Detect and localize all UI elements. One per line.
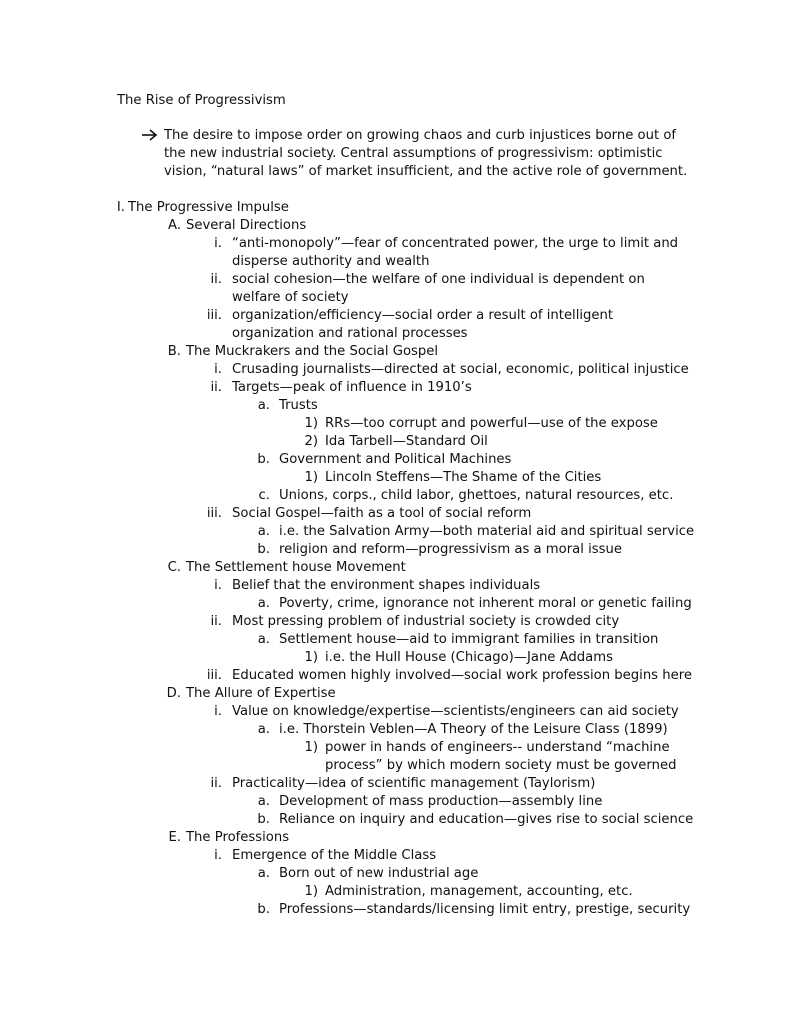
outline-marker: iii. xyxy=(206,506,222,521)
outline-marker: ii. xyxy=(210,272,222,287)
outline-item: Settlement house—aid to immigrant families in transition xyxy=(279,632,659,647)
outline-item: Poverty, crime, ignorance not inherent moral or genetic failing xyxy=(279,596,692,611)
outline-marker: i. xyxy=(214,704,222,719)
outline-marker: iii. xyxy=(206,668,222,683)
outline-marker: E. xyxy=(168,830,181,845)
outline-item: religion and reform—progressivism as a moral issue xyxy=(279,542,622,557)
outline-marker: A. xyxy=(168,218,181,233)
outline-marker: ii. xyxy=(210,380,222,395)
outline-heading: The Progressive Impulse xyxy=(128,200,289,215)
outline-item: i.e. the Salvation Army—both material aid and spiritual service xyxy=(279,524,695,539)
outline-marker: ii. xyxy=(210,776,222,791)
outline-item: Administration, management, accounting, etc. xyxy=(325,884,633,899)
outline-marker: 1) xyxy=(304,650,318,665)
outline-item: Belief that the environment shapes individuals xyxy=(232,578,541,593)
outline-marker: 1) xyxy=(304,416,318,431)
outline-marker: i. xyxy=(214,578,222,593)
outline-marker: ii. xyxy=(210,614,222,629)
outline-item: RRs—too corrupt and powerful—use of the expose xyxy=(325,416,658,431)
outline-marker: b. xyxy=(257,902,270,917)
outline-item: Emergence of the Middle Class xyxy=(232,848,437,863)
outline-marker: c. xyxy=(258,488,270,503)
outline-item: Unions, corps., child labor, ghettoes, natural resources, etc. xyxy=(279,488,674,503)
intro-line: vision, “natural laws” of market insufficient, and the active role of government. xyxy=(164,164,688,179)
outline-item: Value on knowledge/expertise—scientists/engineers can aid society xyxy=(232,704,679,719)
outline-marker: a. xyxy=(257,596,270,611)
outline-marker: b. xyxy=(257,452,270,467)
outline-item: The Professions xyxy=(186,830,290,845)
outline-item: Crusading journalists—directed at social, economic, political injustice xyxy=(232,362,689,377)
outline-marker: C. xyxy=(167,560,181,575)
outline-item: i.e. the Hull House (Chicago)—Jane Addams xyxy=(325,650,613,665)
outline-marker: a. xyxy=(257,794,270,809)
outline-item-continuation: organization and rational processes xyxy=(232,326,468,341)
outline-marker: a. xyxy=(257,632,270,647)
outline-item: Reliance on inquiry and education—gives rise to social science xyxy=(279,812,694,827)
document-title: The Rise of Progressivism xyxy=(117,93,286,108)
outline-marker: a. xyxy=(257,722,270,737)
outline-item: i.e. Thorstein Veblen—A Theory of the Leisure Class (1899) xyxy=(279,722,668,737)
outline-item: “anti-monopoly”—fear of concentrated power, the urge to limit and xyxy=(232,236,679,251)
outline-item: Government and Political Machines xyxy=(279,452,512,467)
outline-item-continuation: welfare of society xyxy=(232,290,349,305)
outline-item: Targets—peak of influence in 1910’s xyxy=(232,380,472,395)
outline-marker: a. xyxy=(257,866,270,881)
outline-item: Several Directions xyxy=(186,218,307,233)
outline-marker: b. xyxy=(257,812,270,827)
outline-marker: a. xyxy=(257,398,270,413)
outline-marker: 1) xyxy=(304,740,318,755)
outline-item: Ida Tarbell—Standard Oil xyxy=(325,434,488,449)
outline-marker: 2) xyxy=(304,434,318,449)
outline-marker: I. xyxy=(116,200,125,215)
outline-item: Development of mass production—assembly line xyxy=(279,794,603,809)
outline-marker: B. xyxy=(167,344,181,359)
outline-marker: D. xyxy=(166,686,181,701)
outline-item-continuation: disperse authority and wealth xyxy=(232,254,430,269)
outline-item: The Muckrakers and the Social Gospel xyxy=(186,344,439,359)
outline-item: Professions—standards/licensing limit entry, prestige, security xyxy=(279,902,691,917)
outline-marker: a. xyxy=(257,524,270,539)
intro-line: the new industrial society. Central assumptions of progressivism: optimistic xyxy=(164,146,663,161)
outline-marker: iii. xyxy=(206,308,222,323)
outline-item: social cohesion—the welfare of one individual is dependent on xyxy=(232,272,645,287)
outline-item: Educated women highly involved—social work profession begins here xyxy=(232,668,692,683)
outline-item: Social Gospel—faith as a tool of social reform xyxy=(232,506,532,521)
outline-marker: 1) xyxy=(304,884,318,899)
outline-marker: i. xyxy=(214,362,222,377)
outline-item: The Settlement house Movement xyxy=(186,560,406,575)
outline-item: organization/efficiency—social order a result of intelligent xyxy=(232,308,614,323)
outline-item: power in hands of engineers-- understand “machine xyxy=(325,740,670,755)
intro-line: The desire to impose order on growing chaos and curb injustices borne out of xyxy=(164,128,677,143)
right-arrow-icon xyxy=(141,128,159,142)
outline-item: Lincoln Steffens—The Shame of the Cities xyxy=(325,470,602,485)
outline-marker: b. xyxy=(257,542,270,557)
outline-item: The Allure of Expertise xyxy=(186,686,336,701)
outline-item-continuation: process” by which modern society must be governed xyxy=(325,758,677,773)
outline-marker: i. xyxy=(214,236,222,251)
outline-marker: i. xyxy=(214,848,222,863)
outline-item: Trusts xyxy=(279,398,318,413)
outline-item: Practicality—idea of scientific management (Taylorism) xyxy=(232,776,596,791)
outline-marker: 1) xyxy=(304,470,318,485)
outline-item: Born out of new industrial age xyxy=(279,866,479,881)
outline-item: Most pressing problem of industrial society is crowded city xyxy=(232,614,620,629)
